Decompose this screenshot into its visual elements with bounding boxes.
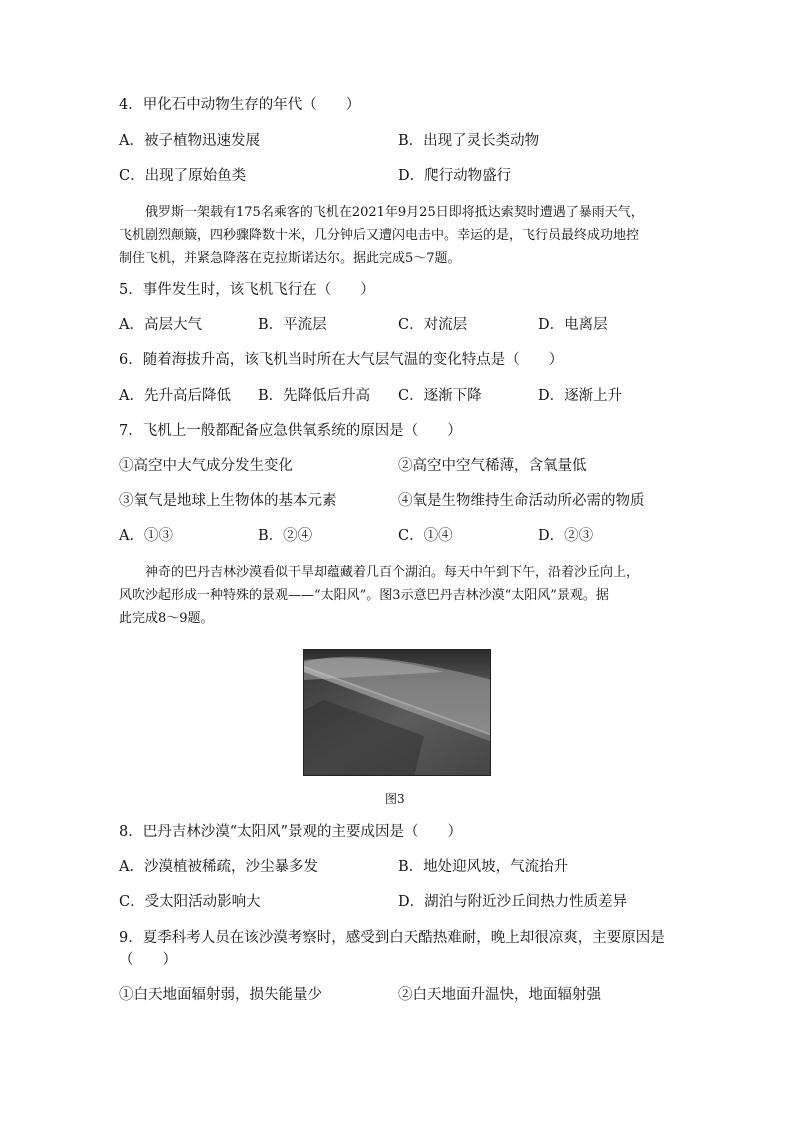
reading-passage-2 (119, 561, 679, 630)
question-8-stem: 8．巴丹吉林沙漠“太阳风”景观的主要成因是（ ） (119, 824, 463, 840)
question-7-statement-1: ①高空中大气成分发生变化 (119, 458, 293, 474)
question-6-stem: 6．随着海拔升高，该飞机当时所在大气层气温的变化特点是（ ） (119, 352, 564, 368)
passage-1-line: 制住飞机，并紧急降落在克拉斯诺达尔。据此完成5～7题。 (119, 251, 461, 266)
question-5-option-d: D．电离层 (538, 317, 608, 333)
question-7-option-d: D．②③ (538, 528, 594, 544)
figure-caption: 图3 (385, 792, 405, 806)
question-5-option-c: C．对流层 (398, 317, 468, 333)
question-4-option-b: B．出现了灵长类动物 (398, 133, 540, 149)
question-6-option-b: B．先降低后升高 (258, 388, 371, 404)
question-7-option-b: B．②④ (258, 528, 313, 544)
question-8-option-c: C．受太阳活动影响大 (119, 894, 261, 910)
question-4-stem: 4．甲化石中动物生存的年代（ ） (119, 97, 361, 113)
question-7-statement-3: ③氧气是地球上生物体的基本元素 (119, 493, 337, 509)
desert-photo-figure (303, 649, 491, 776)
question-7-option-a: A．①③ (119, 528, 173, 544)
question-7-stem: 7．飞机上一般都配备应急供氧系统的原因是（ ） (119, 423, 462, 439)
question-9-stem: 9．夏季科考人员在该沙漠考察时，感受到白天酷热难耐，晚上却很凉爽，主要原因是 (119, 930, 665, 946)
passage-1-line: 俄罗斯一架载有175名乘客的飞机在2021年9月25日即将抵达索契时遭遇了暴雨天气， (145, 205, 644, 220)
question-7-statement-2: ②高空中空气稀薄，含氧量低 (398, 458, 587, 474)
question-5-option-a: A．高层大气 (119, 317, 202, 333)
passage-1-line: 飞机剧烈颠簸，四秒骤降数十米，几分钟后又遭闪电击中。幸运的是，飞行员最终成功地控 (119, 228, 640, 243)
question-7-statement-4: ④氧是生物维持生命活动所必需的物质 (398, 493, 645, 509)
question-5-stem: 5．事件发生时，该飞机飞行在（ ） (119, 282, 375, 298)
question-4-option-a: A．被子植物迅速发展 (119, 133, 260, 149)
question-4-option-c: C．出现了原始鱼类 (119, 168, 247, 184)
question-8-option-b: B．地处迎风坡，气流抬升 (398, 859, 569, 875)
question-9-statement-1: ①白天地面辐射弱，损失能量少 (119, 987, 322, 1003)
passage-2-line: 风吹沙起形成一种特殊的景观——“太阳风”。图3示意巴丹吉林沙漠“太阳风”景观。据 (119, 588, 609, 603)
desert-dune-image (304, 650, 491, 776)
question-5-option-b: B．平流层 (258, 317, 327, 333)
question-8-option-d: D．湖泊与附近沙丘间热力性质差异 (398, 894, 628, 910)
question-9-statement-2: ②白天地面升温快，地面辐射强 (398, 987, 601, 1003)
reading-passage-1 (119, 201, 679, 270)
question-8-option-a: A．沙漠植被稀疏，沙尘暴多发 (119, 859, 318, 875)
question-9-stem-continued: （ ） (119, 952, 177, 968)
question-6-option-c: C．逐渐下降 (398, 388, 482, 404)
question-4-option-d: D．爬行动物盛行 (398, 168, 512, 184)
question-6-option-a: A．先升高后降低 (119, 388, 231, 404)
question-7-option-c: C．①④ (398, 528, 453, 544)
passage-2-line: 此完成8～9题。 (119, 611, 214, 626)
question-6-option-d: D．逐渐上升 (538, 388, 623, 404)
passage-2-line: 神奇的巴丹吉林沙漠看似干旱却蕴藏着几百个湖泊。每天中午到下午，沿着沙丘向上， (145, 565, 640, 580)
